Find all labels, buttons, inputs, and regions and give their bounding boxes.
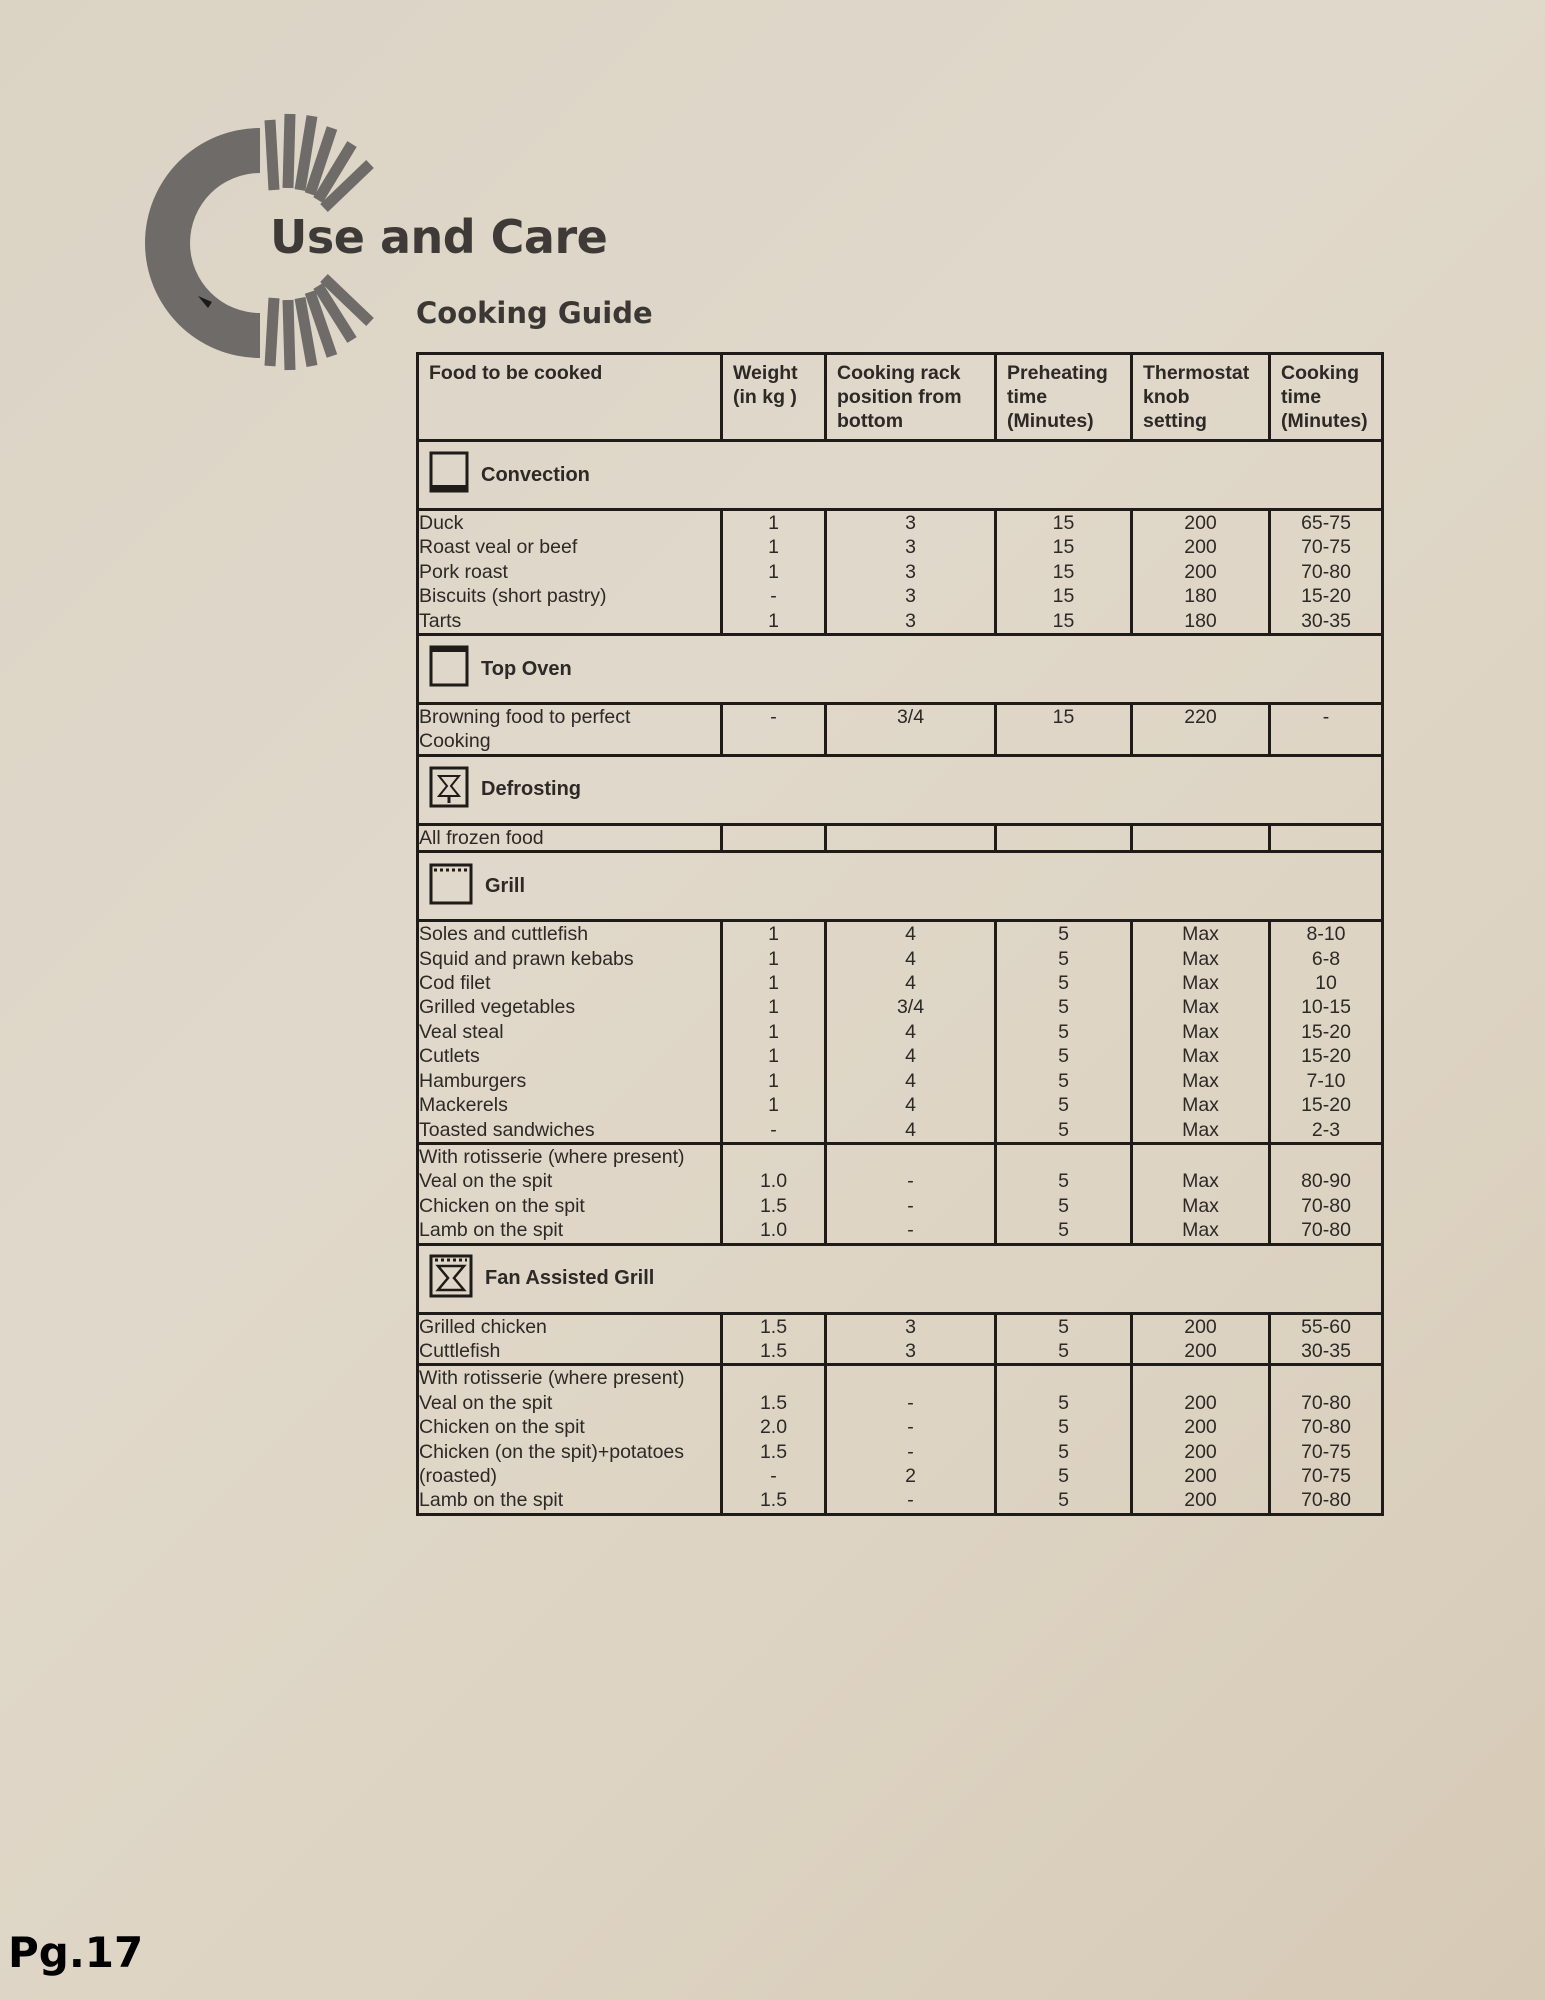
- food-cell: Grilled chicken Cuttlefish: [418, 1313, 722, 1365]
- column-header: Food to be cooked: [418, 354, 722, 441]
- defrosting-icon: [429, 766, 469, 814]
- thermostat-cell: Max Max Max: [1132, 1143, 1270, 1244]
- column-header: Weight (in kg ): [722, 354, 826, 441]
- rack-cell: 3 3 3 3 3: [826, 510, 996, 635]
- time-cell: 65-75 70-75 70-80 15-20 30-35: [1270, 510, 1383, 635]
- time-cell: 70-80 70-80 70-75 70-75 70-80: [1270, 1365, 1383, 1514]
- thermostat-cell: 200 200: [1132, 1313, 1270, 1365]
- food-cell: All frozen food: [418, 824, 722, 851]
- preheat-cell: 5 5 5 5 5: [996, 1365, 1132, 1514]
- cooking-guide-table: [416, 352, 1384, 1516]
- weight-cell: 1 1 1 1 1 1 1 1 -: [722, 921, 826, 1144]
- time-cell: [1270, 824, 1383, 851]
- category-label: Convection: [481, 463, 590, 486]
- category-row: [418, 635, 1383, 704]
- table-row: [418, 1143, 1383, 1244]
- weight-cell: 1.0 1.5 1.0: [722, 1143, 826, 1244]
- category-row: [418, 1244, 1383, 1313]
- table-row: [418, 824, 1383, 851]
- category-row: [418, 755, 1383, 824]
- time-cell: -: [1270, 704, 1383, 756]
- preheat-cell: 5 5 5 5 5 5 5 5 5: [996, 921, 1132, 1144]
- page-title: Use and Care: [270, 210, 608, 264]
- thermostat-cell: Max Max Max Max Max Max Max Max Max: [1132, 921, 1270, 1144]
- grill-icon: [429, 861, 473, 911]
- column-header: Thermostat knob setting: [1132, 354, 1270, 441]
- preheat-cell: [996, 824, 1132, 851]
- preheat-cell: 15: [996, 704, 1132, 756]
- thermostat-cell: 200 200 200 180 180: [1132, 510, 1270, 635]
- fan-assisted-grill-icon: [429, 1254, 473, 1304]
- column-header: Cooking rack position from bottom: [826, 354, 996, 441]
- preheat-cell: 15 15 15 15 15: [996, 510, 1132, 635]
- food-cell: With rotisserie (where present) Veal on the spit Chicken on the spit Chicken (on the spit)+potatoes (roasted) Lamb on the spit: [418, 1365, 722, 1514]
- rack-cell: 3/4: [826, 704, 996, 756]
- table-row: [418, 1365, 1383, 1514]
- preheat-cell: 5 5 5: [996, 1143, 1132, 1244]
- weight-cell: 1.5 1.5: [722, 1313, 826, 1365]
- food-cell: Soles and cuttlefish Squid and prawn kebabs Cod filet Grilled vegetables Veal steal Cutlets Hamburgers Mackerels Toasted sandwiches: [418, 921, 722, 1144]
- table-row: [418, 510, 1383, 635]
- column-header: Preheating time (Minutes): [996, 354, 1132, 441]
- weight-cell: 1 1 1 - 1: [722, 510, 826, 635]
- thermostat-cell: 220: [1132, 704, 1270, 756]
- time-cell: 8-10 6-8 10 10-15 15-20 15-20 7-10 15-20 2-3: [1270, 921, 1383, 1144]
- category-label: Grill: [485, 874, 526, 897]
- food-cell: Browning food to perfect Cooking: [418, 704, 722, 756]
- preheat-cell: 5 5: [996, 1313, 1132, 1365]
- category-label: Defrosting: [481, 778, 581, 801]
- weight-cell: -: [722, 704, 826, 756]
- thermostat-cell: 200 200 200 200 200: [1132, 1365, 1270, 1514]
- rack-cell: 3 3: [826, 1313, 996, 1365]
- convection-icon: [429, 451, 469, 499]
- rack-cell: - - -: [826, 1143, 996, 1244]
- time-cell: 55-60 30-35: [1270, 1313, 1383, 1365]
- table-header-row: [418, 354, 1383, 441]
- category-label: Fan Assisted Grill: [485, 1267, 655, 1290]
- table-row: [418, 704, 1383, 756]
- table-row: [418, 1313, 1383, 1365]
- time-cell: 80-90 70-80 70-80: [1270, 1143, 1383, 1244]
- top-oven-icon: [429, 645, 469, 693]
- category-row: [418, 441, 1383, 510]
- food-cell: Duck Roast veal or beef Pork roast Biscuits (short pastry) Tarts: [418, 510, 722, 635]
- category-label: Top Oven: [481, 657, 572, 680]
- table-row: [418, 921, 1383, 1144]
- weight-cell: 1.5 2.0 1.5 - 1.5: [722, 1365, 826, 1514]
- food-cell: With rotisserie (where present) Veal on the spit Chicken on the spit Lamb on the spit: [418, 1143, 722, 1244]
- thermostat-cell: [1132, 824, 1270, 851]
- section-subtitle: Cooking Guide: [416, 296, 653, 330]
- weight-cell: [722, 824, 826, 851]
- page-number: Pg.17: [8, 1928, 144, 1977]
- column-header: Cooking time (Minutes): [1270, 354, 1383, 441]
- category-row: [418, 852, 1383, 921]
- rack-cell: [826, 824, 996, 851]
- rack-cell: - - - 2 -: [826, 1365, 996, 1514]
- rack-cell: 4 4 4 3/4 4 4 4 4 4: [826, 921, 996, 1144]
